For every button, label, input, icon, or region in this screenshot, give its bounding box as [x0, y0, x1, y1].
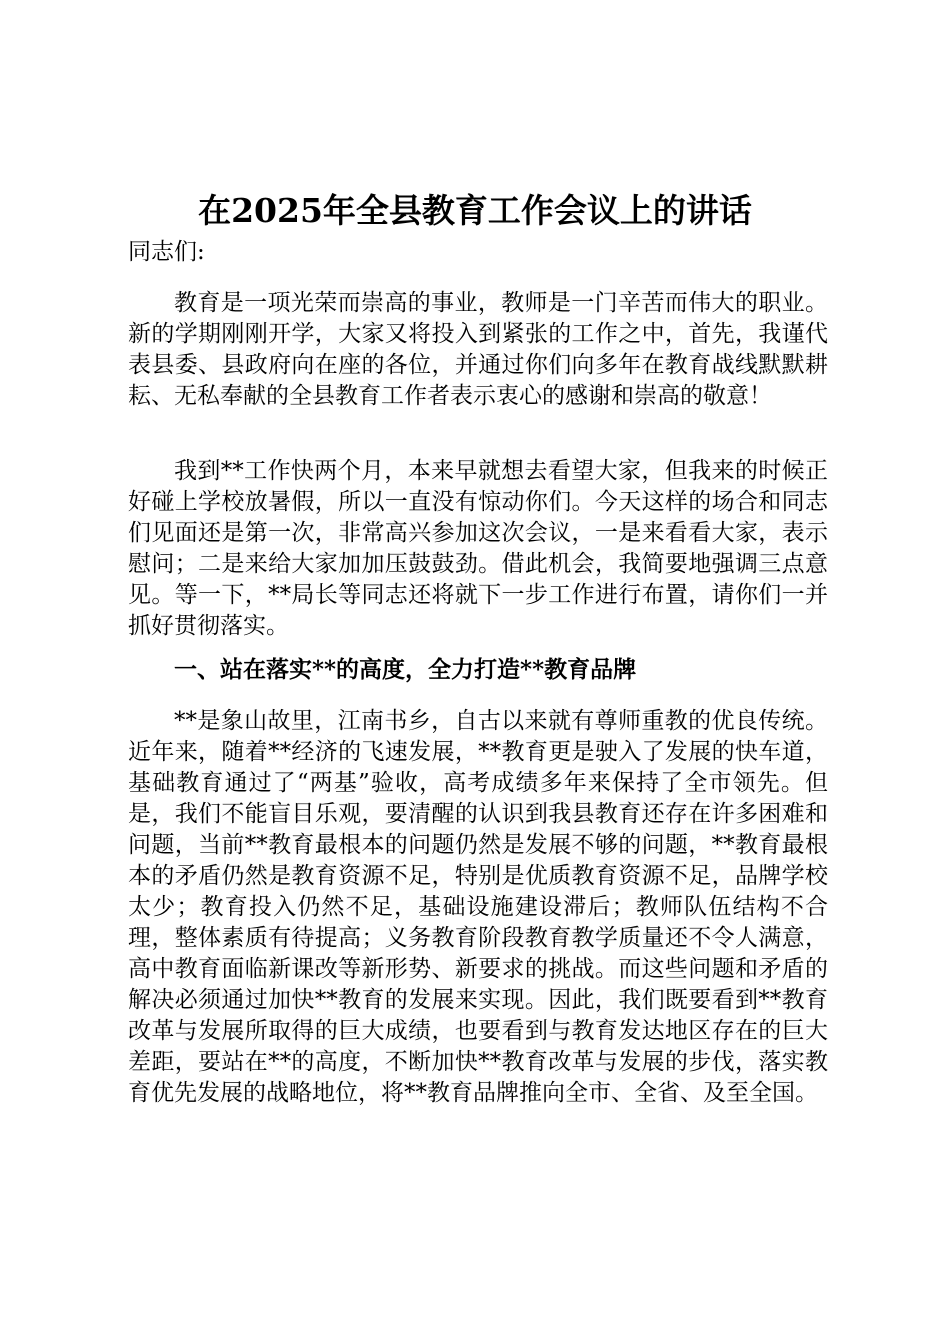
page-title: 在2025年全县教育工作会议上的讲话: [198, 191, 752, 231]
salutation: 同志们:: [128, 239, 205, 265]
opening-remarks-paragraph: 我到**工作快两个月，本来早就想去看望大家，但我来的时候正好碰上学校放暑假，所以一直没有惊动你们。今天这样的场合和同志们见面还是第一次，非常高兴参加这次会议，一是来看看大家，表示慰问；二是来给大家加加压鼓鼓劲。借此机会，我简要地强调三点意见。等一下，**局长等同志还将就下一步工作进行布置，请你们一并抓好贯彻落实。: [128, 458, 828, 639]
section-heading: 一、站在落实**的高度，全力打造**教育品牌: [174, 656, 637, 683]
section-paragraph: **是象山故里，江南书乡，自古以来就有尊师重教的优良传统。近年来，随着**经济的飞速发展，**教育更是驶入了发展的快车道，基础教育通过了“两基”验收，高考成绩多年来保持了全市领先。但是，我们不能盲目乐观，要清醒的认识到我县教育还存在许多困难和问题，当前**教育最根本的问题仍然是发展不够的问题，**教育最根本的矛盾仍然是教育资源不足，特别是优质教育资源不足，品牌学校太少；教育投入仍然不足，基础设施建设滞后；教师队伍结构不合理，整体素质有待提高；义务教育阶段教育教学质量还不令人满意，高中教育面临新课改等新形势、新要求的挑战。而这些问题和矛盾的解决必须通过加快**教育的发展来实现。因此，我们既要看到**教育改革与发展所取得的巨大成绩，也要看到与教育发达地区存在的巨大差距，要站在**的高度，不断加快**教育改革与发展的步伐，落实教育优先发展的战略地位，将**教育品牌推向全市、全省、及至全国。: [128, 708, 828, 1106]
intro-paragraph: 教育是一项光荣而崇高的事业，教师是一门辛苦而伟大的职业。新的学期刚刚开学，大家又将投入到紧张的工作之中，首先，我谨代表县委、县政府向在座的各位，并通过你们向多年在教育战线默默耕耘、无私奉献的全县教育工作者表示衷心的感谢和崇高的敬意！: [128, 290, 828, 409]
